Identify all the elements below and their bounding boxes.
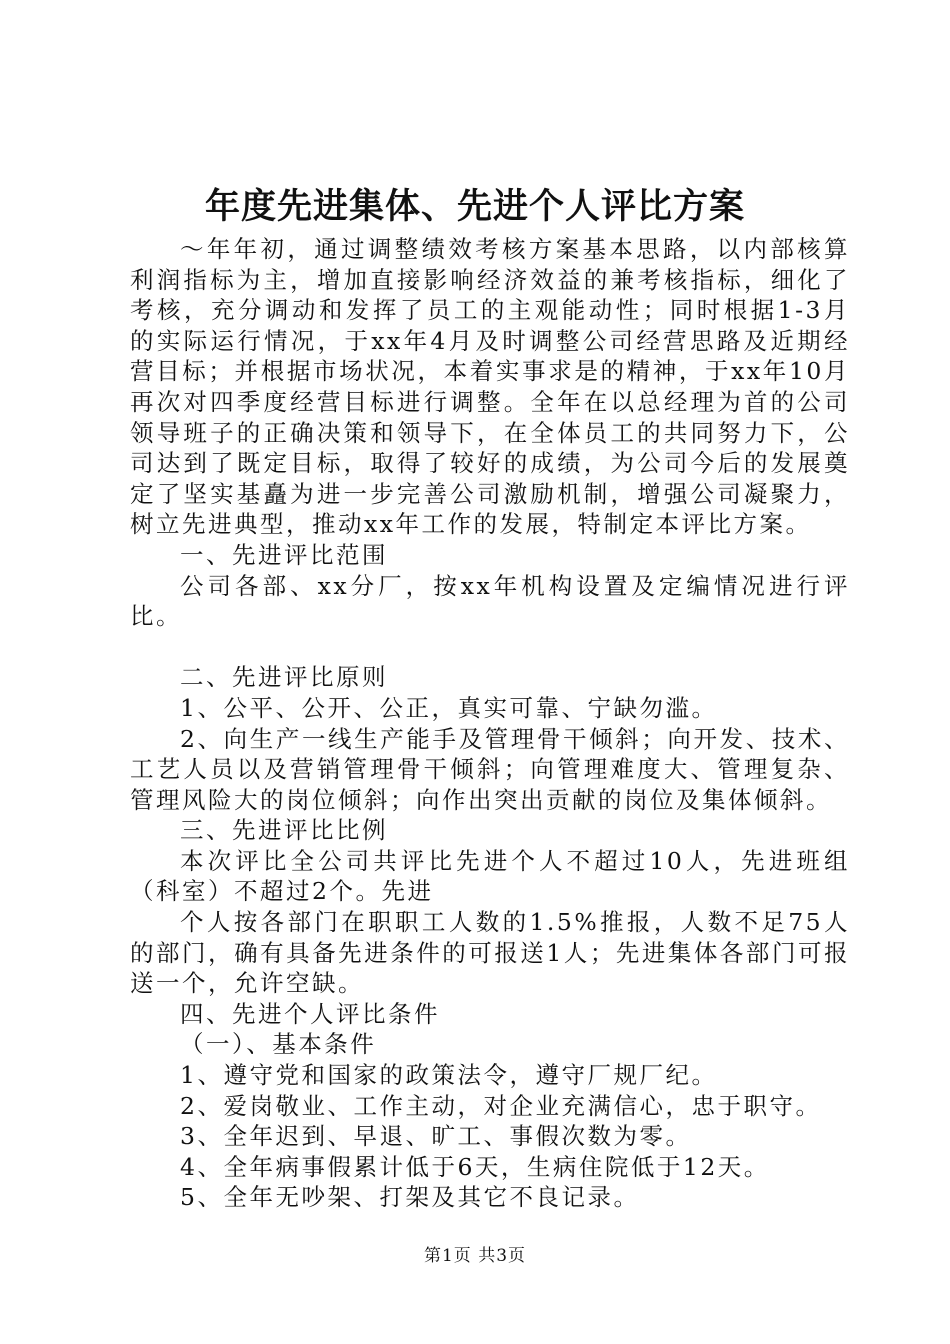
condition-item-4: 4、全年病事假累计低于6天，生病住院低于12天。 [180, 1152, 770, 1181]
principle-item-1: 1、公平、公开、公正，真实可靠、宁缺勿滥。 [180, 693, 718, 722]
blank-line [130, 632, 850, 663]
document-title: 年度先进集体、先进个人评比方案 [204, 186, 745, 227]
section-heading-ratio: 三、先进评比比例 [180, 816, 388, 845]
condition-item-5: 5、全年无吵架、打架及其它不良记录。 [180, 1183, 640, 1212]
condition-item-3: 3、全年迟到、早退、旷工、事假次数为零。 [180, 1122, 692, 1151]
paragraph-scope: 公司各部、xx分厂，按xx年机构设置及定编情况进行评比。 [130, 571, 850, 631]
section-heading-scope: 一、先进评比范围 [180, 540, 388, 569]
paragraph-ratio-1: 本次评比全公司共评比先进个人不超过10人，先进班组（科室）不超过2个。先进 [130, 846, 850, 906]
paragraph-ratio-2: 个人按各部门在职职工人数的1.5%推报，人数不足75人的部门，确有具备先进条件的可报送1人；先进集体各部门可报送一个，允许空缺。 [130, 908, 850, 998]
condition-item-2: 2、爱岗敬业、工作主动，对企业充满信心，忠于职守。 [180, 1091, 822, 1120]
principle-item-2: 2、向生产一线生产能手及管理骨干倾斜；向开发、技术、工艺人员以及营销管理骨干倾斜；向管理难度大、管理复杂、管理风险大的岗位倾斜；向作出突出贡献的岗位及集体倾斜。 [130, 724, 850, 814]
section-heading-conditions: 四、先进个人评比条件 [180, 999, 440, 1028]
page-number: 第1页 共3页 [423, 1246, 527, 1266]
document-body [130, 234, 850, 1213]
condition-item-1: 1、遵守党和国家的政策法令，遵守厂规厂纪。 [180, 1061, 718, 1090]
section-heading-principles: 二、先进评比原则 [180, 663, 388, 692]
subsection-heading-basic: （一）、基本条件 [180, 1030, 377, 1059]
intro-paragraph: ～年年初，通过调整绩效考核方案基本思路，以内部核算利润指标为主，增加直接影响经济效益的兼考核指标，细化了考核，充分调动和发挥了员工的主观能动性；同时根据1-3月的实际运行情况，于xx年4月及时调整公司经营思路及近期经营目标；并根据市场状况，本着实事求是的精神，于xx年10月再次对四季度经营目标进行调整。全年在以总经理为首的公司领导班子的正确决策和领导下，在全体员工的共同努力下，公司达到了既定目标，取得了较好的成绩，为公司今后的发展奠定了坚实基矗为进一步完善公司激励机制，增强公司凝聚力，树立先进典型，推动xx年工作的发展，特制定本评比方案。 [130, 235, 850, 539]
